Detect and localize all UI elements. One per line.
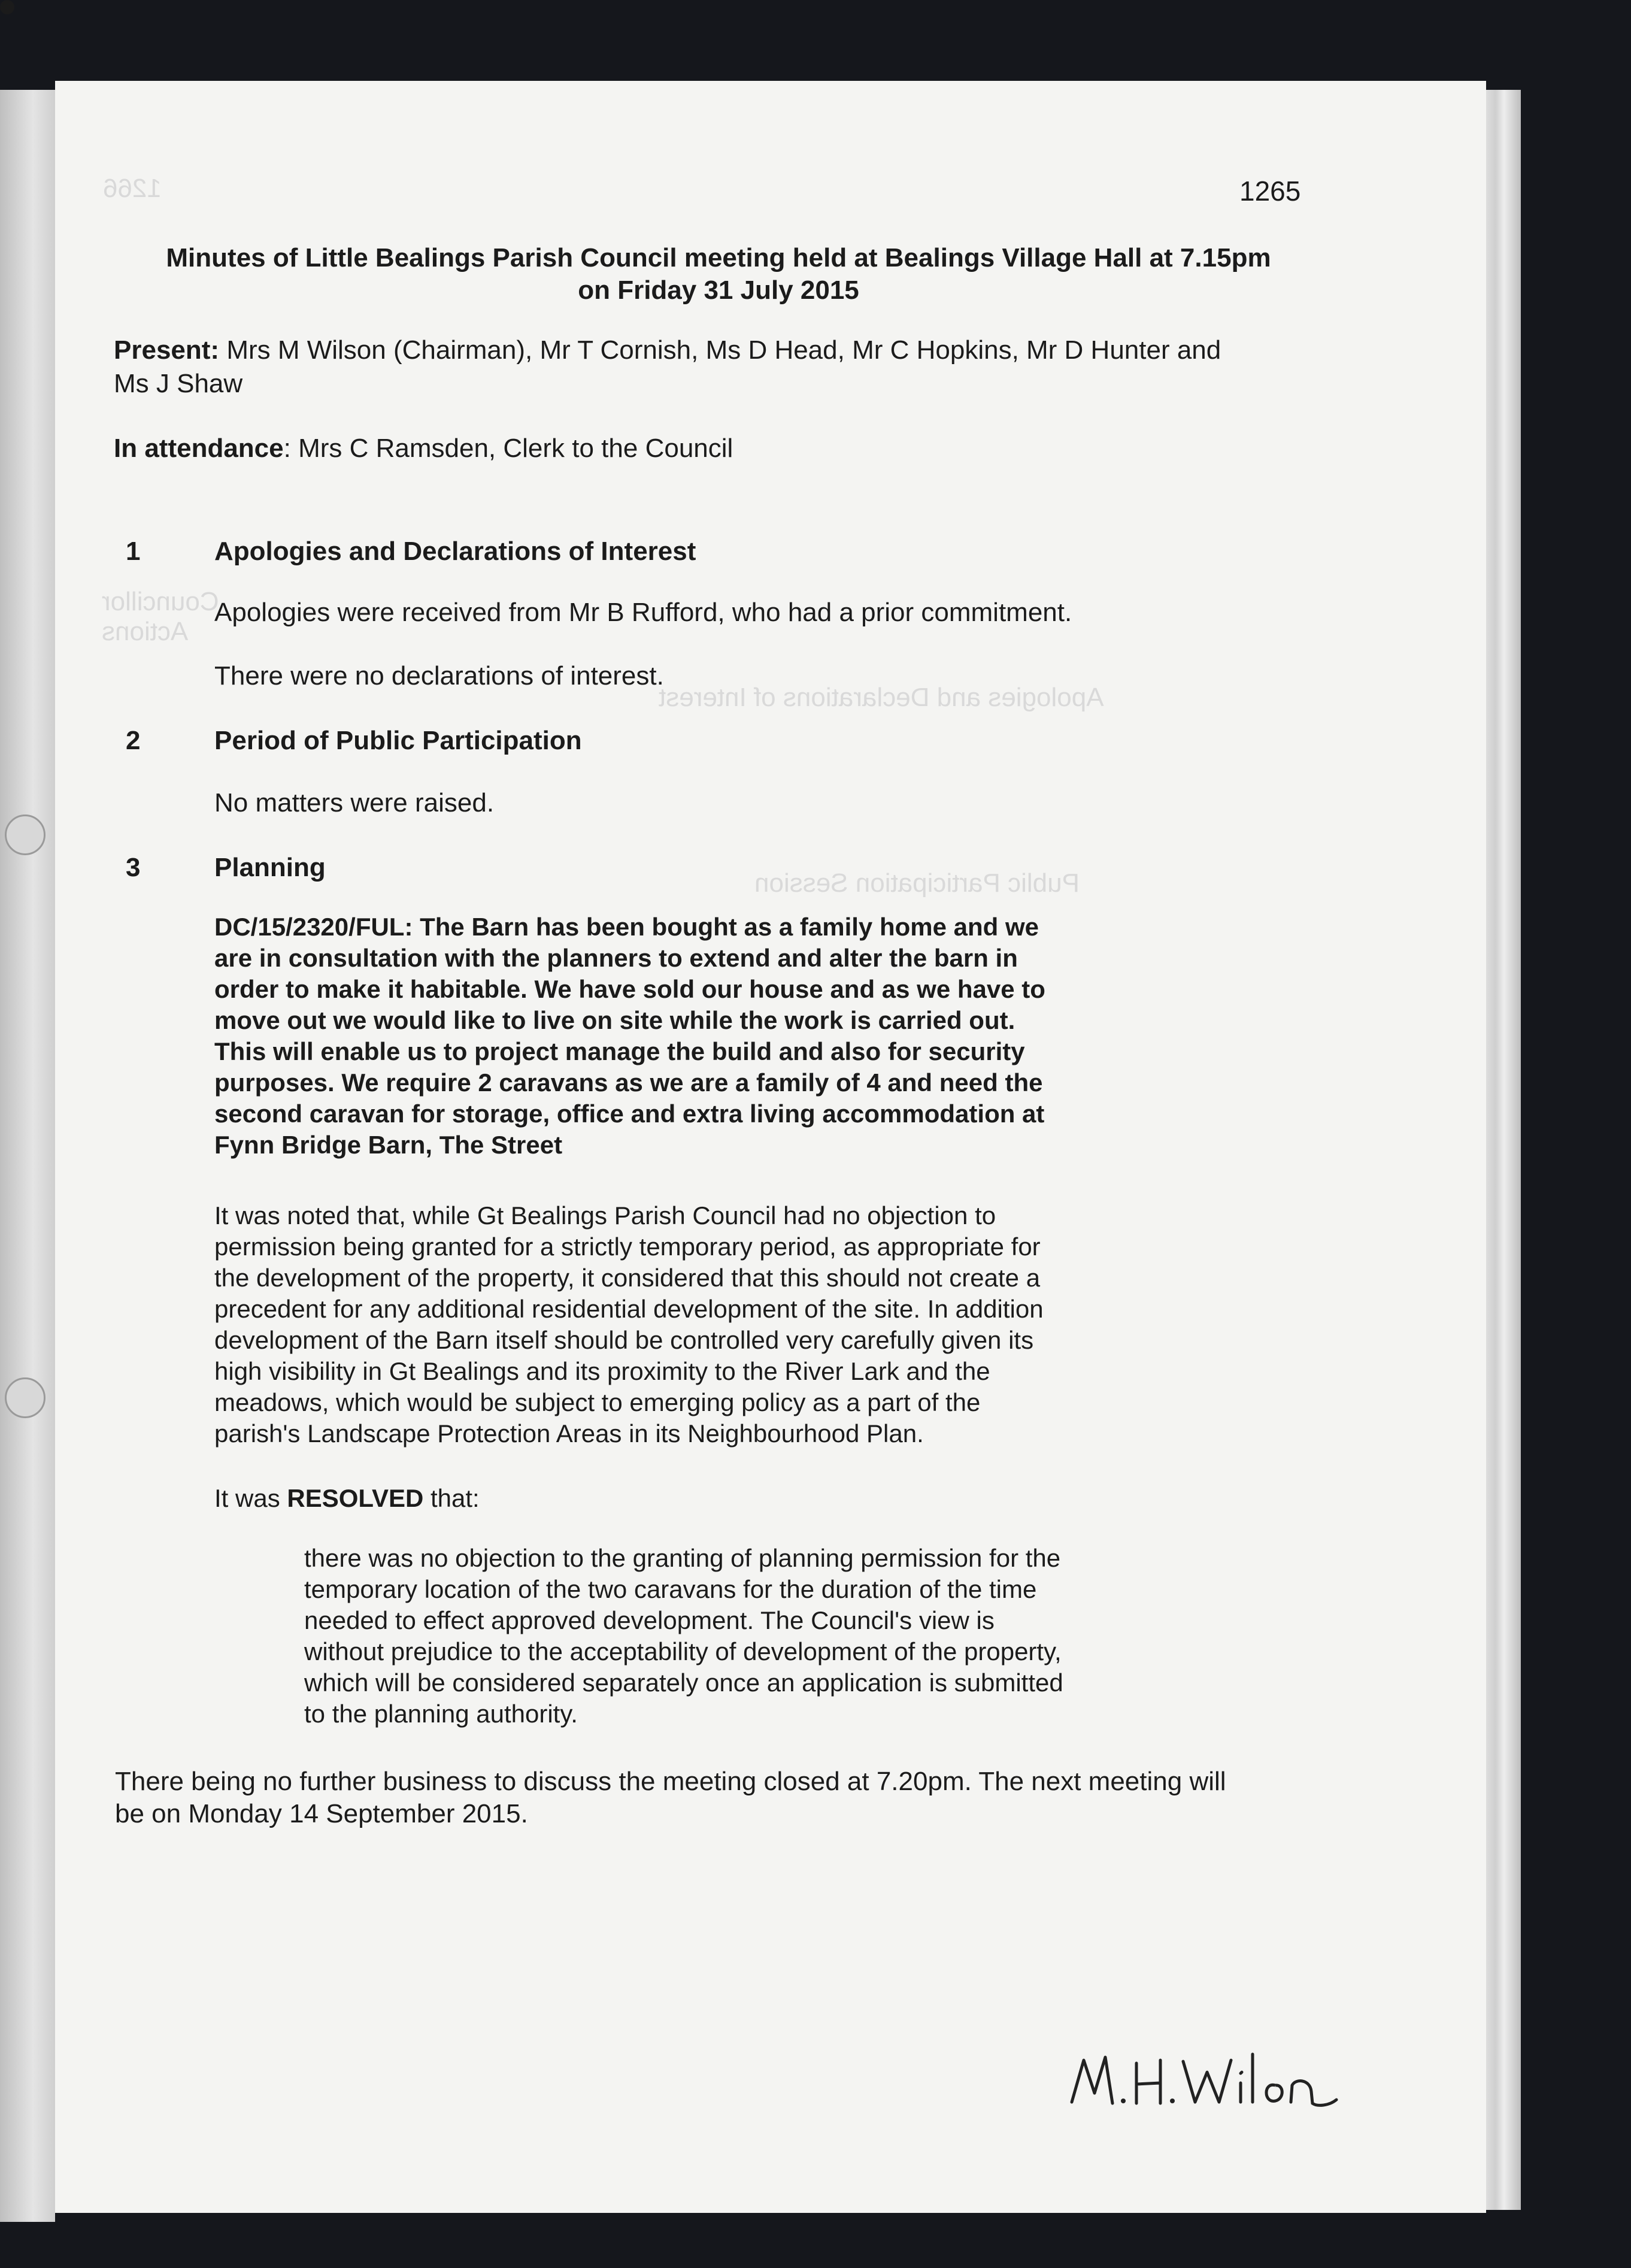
noted-line: parish's Landscape Protection Areas in its Neighbourhood Plan. [214,1419,924,1448]
noted-line: meadows, which would be subject to emerging policy as a part of the [214,1388,981,1416]
ghost-heading: Apologies and Declarations of Interest [659,683,1104,712]
item-heading: Planning [214,853,326,882]
present-line: Ms J Shaw [114,369,243,398]
resolved-suffix: that: [423,1484,480,1512]
bullet-dot [0,0,14,14]
item-paragraph: There were no declarations of interest. [214,661,664,691]
noted-line: high visibility in Gt Bealings and its proximity to the River Lark and the [214,1357,990,1385]
bullet-line: temporary location of the two caravans for the duration of the time [304,1575,1037,1603]
application-line: This will enable us to project manage the build and also for security [214,1037,1025,1065]
ghost-heading: Public Participation Session [754,868,1080,898]
binder-left-page [0,90,55,2222]
signature [1066,2036,1341,2123]
punch-hole [5,814,46,855]
application-line: second caravan for storage, office and extra living accommodation at [214,1100,1045,1128]
attendance-line [114,432,733,465]
noted-line: It was noted that, while Gt Bealings Parish Council had no objection to [214,1201,996,1230]
signature-scribble-icon [1066,2036,1341,2120]
noted-line: precedent for any additional residential development of the site. In addition [214,1295,1044,1323]
noted-line: permission being granted for a strictly temporary period, as appropriate for [214,1233,1041,1261]
item-paragraph: No matters were raised. [214,788,495,817]
page-number: 1265 [1239,175,1301,207]
ghost-text: Actions [102,617,189,646]
attendance-text: : Mrs C Ramsden, Clerk to the Council [283,434,733,463]
closing-line: There being no further business to discuss the meeting closed at 7.20pm. The next meeting will [115,1767,1226,1796]
bullet-line: to the planning authority. [304,1700,578,1728]
item-number: 2 [126,726,141,755]
item-heading: Period of Public Participation [214,726,582,755]
resolved-word: RESOLVED [287,1484,424,1512]
item-number: 1 [126,537,141,566]
resolved-prefix: It was [214,1484,287,1512]
attendance-label: In attendance [114,434,284,463]
item-paragraph: Apologies were received from Mr B Rufford, who had a prior commitment. [214,598,1072,627]
application-line: are in consultation with the planners to extend and alter the barn in [214,944,1018,972]
bullet-line: needed to effect approved development. The Council's view is [304,1606,995,1634]
noted-line: the development of the property, it considered that this should not create a [214,1264,1041,1292]
noted-line: development of the Barn itself should be controlled very carefully given its [214,1326,1034,1354]
application-line: move out we would like to live on site while the work is carried out. [214,1006,1015,1034]
item-heading: Apologies and Declarations of Interest [214,537,696,566]
ghost-text: Councillor [102,587,219,616]
present-label: Present: [114,335,220,365]
punch-hole [5,1377,46,1418]
bullet-line: without prejudice to the acceptability of development of the property, [304,1637,1062,1666]
closing-line: be on Monday 14 September 2015. [115,1799,528,1828]
resolved-line [214,1483,480,1514]
application-line: purposes. We require 2 caravans as we are a family of 4 and need the [214,1068,1043,1097]
document-title: on Friday 31 July 2015 [578,275,859,305]
bullet-line: which will be considered separately once an application is submitted [304,1669,1063,1697]
application-line: Fynn Bridge Barn, The Street [214,1131,563,1159]
document-title: Minutes of Little Bealings Parish Council meeting held at Bealings Village Hall at 7.15pm [166,243,1271,272]
application-line: order to make it habitable. We have sold our house and as we have to [214,975,1045,1003]
application-line: DC/15/2320/FUL: The Barn has been bought as a family home and we [214,913,1039,941]
bullet-line: there was no objection to the granting of planning permission for the [304,1544,1061,1572]
present-line [114,334,1221,367]
ghost-page-number: 1266 [103,174,162,203]
present-text: Mrs M Wilson (Chairman), Mr T Cornish, Ms D Head, Mr C Hopkins, Mr D Hunter and [226,335,1221,365]
item-number: 3 [126,853,141,882]
